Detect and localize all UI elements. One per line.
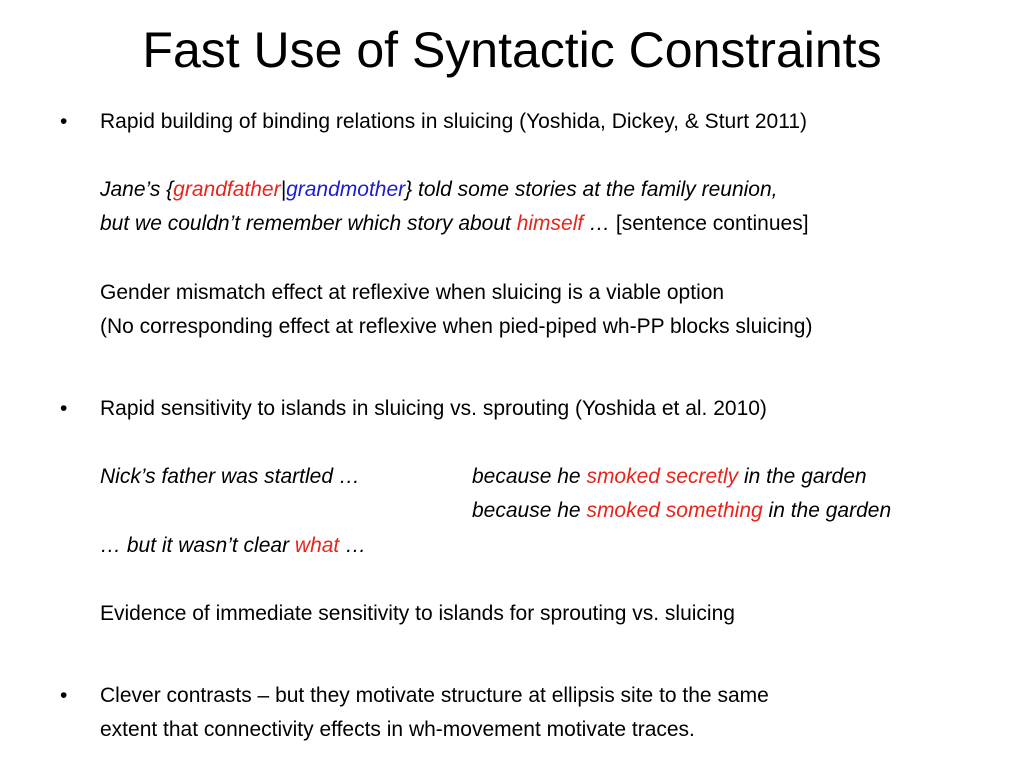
because-secretly-line [472, 462, 867, 492]
sentence-continues-note: [sentence continues] [610, 212, 809, 235]
example-jane-prefix: Jane’s { [100, 178, 174, 201]
because-something-prefix: because he [472, 499, 587, 522]
because-secretly-suffix: in the garden [738, 465, 867, 488]
because-something-suffix: in the garden [762, 499, 892, 522]
nick-example-line [100, 462, 360, 492]
gender-mismatch-note: Gender mismatch effect at reflexive when sluicing is a viable option [100, 281, 725, 304]
bullet-2: • [60, 397, 68, 420]
grandfather-word: grandfather [173, 178, 281, 201]
because-something-line [472, 496, 891, 526]
example-story-line [100, 209, 809, 239]
evidence-note: Evidence of immediate sensitivity to islands for sprouting vs. sluicing [100, 602, 735, 625]
example-jane-suffix: } told some stories at the family reunion, [405, 178, 778, 201]
slide-title: Fast Use of Syntactic Constraints [142, 22, 882, 78]
no-effect-note: (No corresponding effect at reflexive when pied-piped wh-PP blocks sluicing) [100, 315, 813, 338]
clever-contrasts-line-1: Clever contrasts – but they motivate structure at ellipsis site to the same [100, 684, 769, 707]
example-jane-line [100, 175, 778, 205]
section2-heading: Rapid sensitivity to islands in sluicing vs. sprouting (Yoshida et al. 2010) [100, 397, 767, 420]
grandmother-word: grandmother [286, 178, 406, 201]
example-story-ellipsis: … [583, 212, 611, 235]
bar-separator: | [280, 178, 287, 201]
because-secretly-prefix: because he [472, 465, 587, 488]
clever-contrasts-line-2: extent that connectivity effects in wh-movement motivate traces. [100, 718, 695, 741]
not-clear-suffix: … [339, 534, 367, 557]
section1-heading: Rapid building of binding relations in sluicing (Yoshida, Dickey, & Sturt 2011) [100, 110, 808, 133]
smoked-something-phrase: smoked something [586, 499, 763, 522]
himself-word: himself [516, 212, 584, 235]
what-word: what [294, 534, 340, 557]
smoked-secretly-phrase: smoked secretly [586, 465, 739, 488]
bullet-1: • [60, 110, 68, 133]
not-clear-prefix: … but it wasn’t clear [100, 534, 295, 557]
not-clear-line [100, 531, 366, 561]
nick-startled-text: Nick’s father was startled … [100, 465, 360, 488]
bullet-3: • [60, 684, 68, 707]
example-story-prefix: but we couldn’t remember which story about [100, 212, 517, 235]
